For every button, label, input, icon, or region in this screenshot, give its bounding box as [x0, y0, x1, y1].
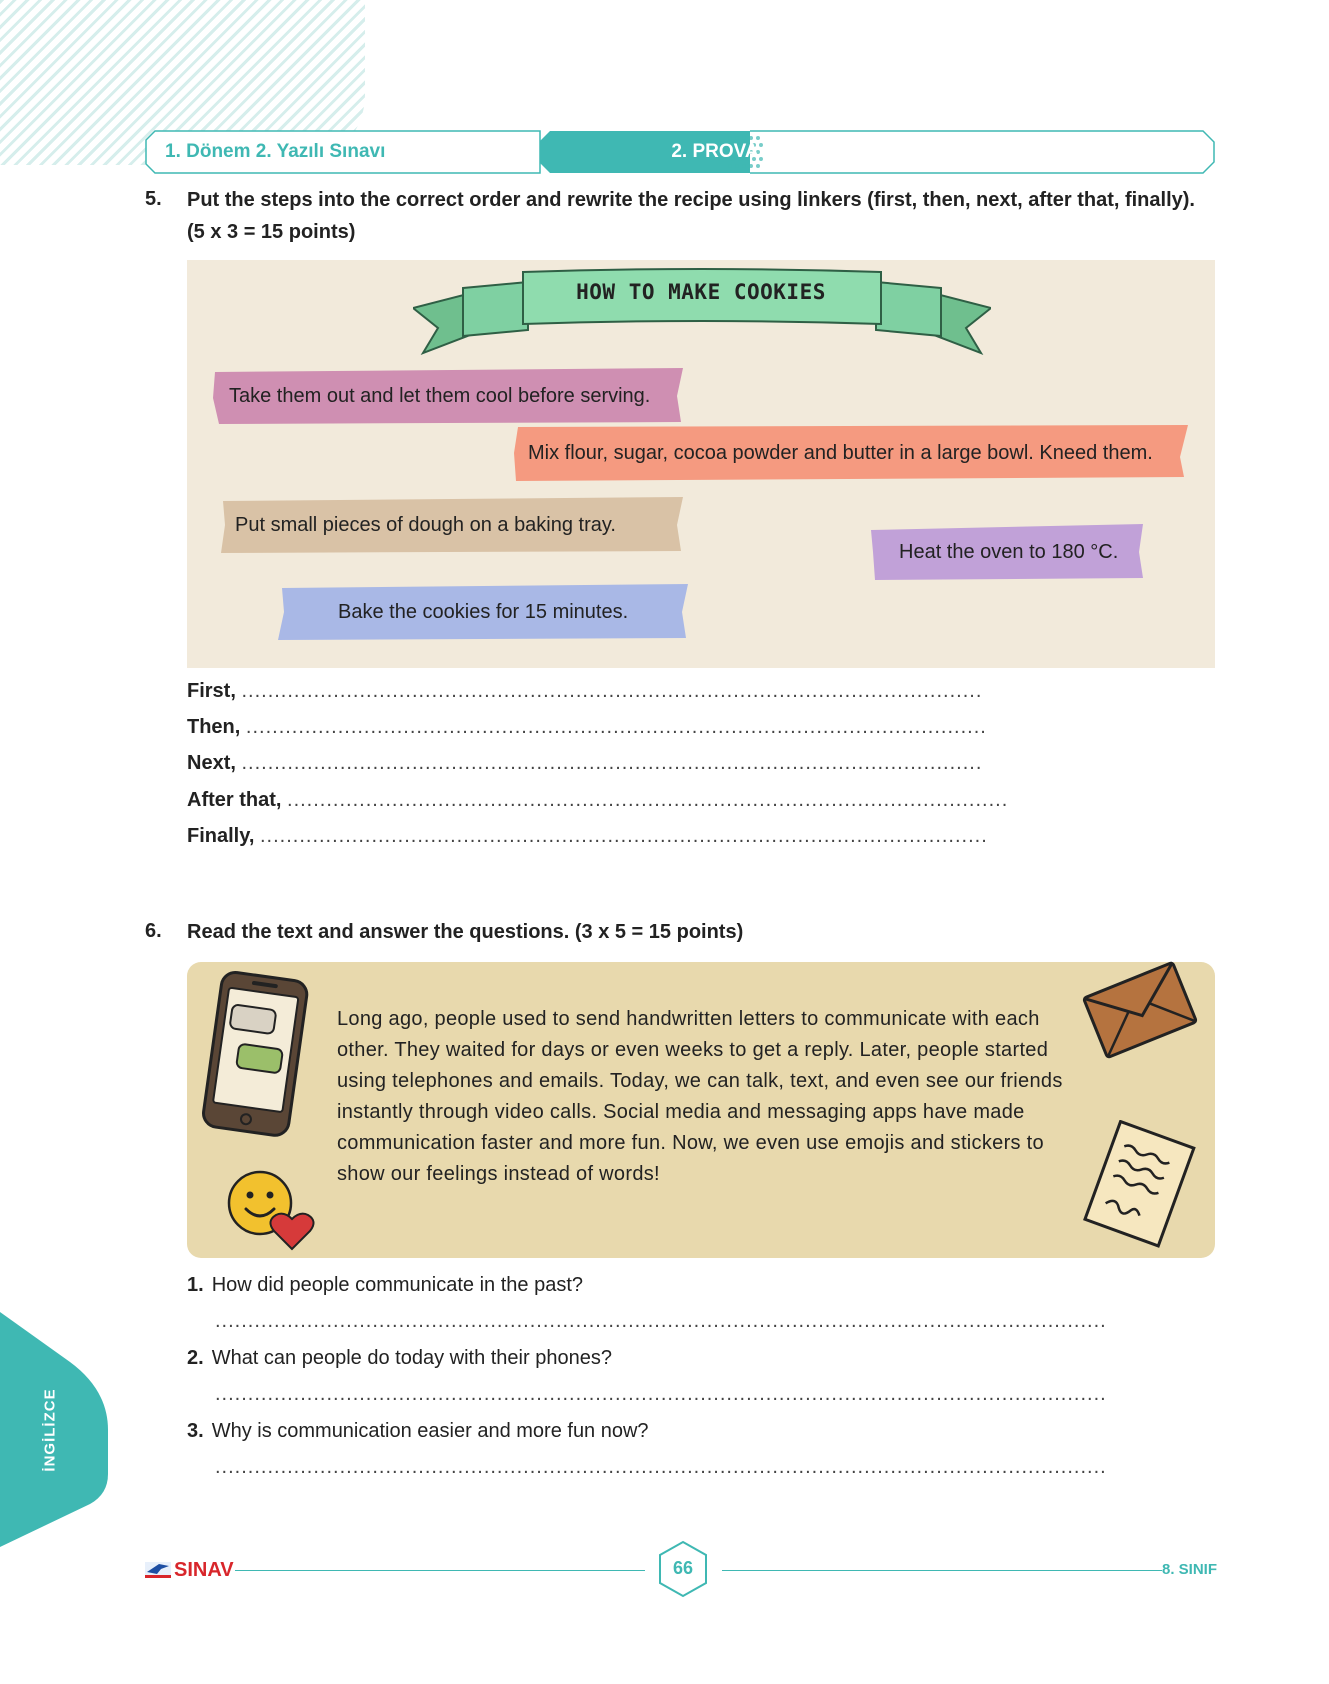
linker-after-that[interactable]: After that, ..............................................................................................................: [187, 789, 1009, 811]
recipe-step-5: Bake the cookies for 15 minutes.: [276, 582, 692, 642]
linker-then[interactable]: Then, .................................................................................................................: [187, 716, 987, 738]
linker-first[interactable]: First, .................................................................................................................: [187, 680, 983, 702]
exam-header: [145, 130, 1215, 174]
sinav-bird-icon: [145, 1560, 171, 1578]
question-6-number: 6.: [145, 920, 162, 942]
prova-label: 2. PROVA: [671, 141, 759, 162]
page-number: 66: [672, 1558, 694, 1578]
question-6-2: 2. What can people do today with their phones?: [187, 1347, 612, 1369]
answer-line-1[interactable]: ........................................................................................................................................: [215, 1310, 1107, 1332]
page-number-badge: [657, 1540, 709, 1598]
question-5-text: Put the steps into the correct order and rewrite the recipe using linkers (first, then, next, after that, finally).: [187, 189, 1195, 211]
exam-title: 1. Dönem 2. Yazılı Sınavı: [165, 141, 386, 162]
reading-passage: Long ago, people used to send handwritten letters to communicate with each other. They waited for days or even weeks to get a reply. Later, people started using telephones and emails. Today, we can talk, text, and even see our friends instantly through video calls. Social media and messaging apps have made communication faster and more fun. Now, we even use emojis and stickers to show our feelings instead of words!: [337, 1008, 1063, 1185]
subject-label: İNGİLİZCE: [41, 1388, 59, 1472]
recipe-step-1: Take them out and let them cool before serving.: [211, 366, 687, 426]
answer-line-2[interactable]: ........................................................................................................................................: [215, 1383, 1107, 1405]
question-6-1: 1. How did people communicate in the past?: [187, 1274, 584, 1296]
question-5-number: 5.: [145, 188, 162, 210]
smiley-heart-icon: [226, 1167, 316, 1251]
banner-title: HOW TO MAKE COOKIES: [576, 280, 826, 304]
footer-divider-right: [722, 1570, 1162, 1571]
smartphone-icon: [198, 970, 314, 1140]
sinav-logo: SINAV: [145, 1559, 234, 1582]
question-5-points: (5 x 3 = 15 points): [187, 221, 356, 243]
answer-line-3[interactable]: ........................................................................................................................................: [215, 1456, 1107, 1478]
footer-divider-left: [235, 1570, 645, 1571]
linker-next[interactable]: Next, .................................................................................................................: [187, 752, 983, 774]
question-6-instruction: Read the text and answer the questions. (3 x 5 = 15 points): [187, 921, 744, 943]
handwritten-note-icon: [1080, 1120, 1200, 1250]
recipe-step-2: Mix flour, sugar, cocoa powder and butter in a large bowl. Kneed them.: [512, 423, 1192, 483]
grade-label: 8. SINIF: [1161, 1561, 1217, 1578]
recipe-step-4: Heat the oven to 180 °C.: [869, 522, 1147, 582]
recipe-step-3: Put small pieces of dough on a baking tray.: [217, 495, 687, 555]
linker-finally[interactable]: Finally, ...............................................................................................................: [187, 825, 988, 847]
envelope-icon: [1080, 960, 1200, 1060]
question-5-instruction: [187, 184, 1227, 248]
question-6-3: 3. Why is communication easier and more fun now?: [187, 1420, 649, 1442]
